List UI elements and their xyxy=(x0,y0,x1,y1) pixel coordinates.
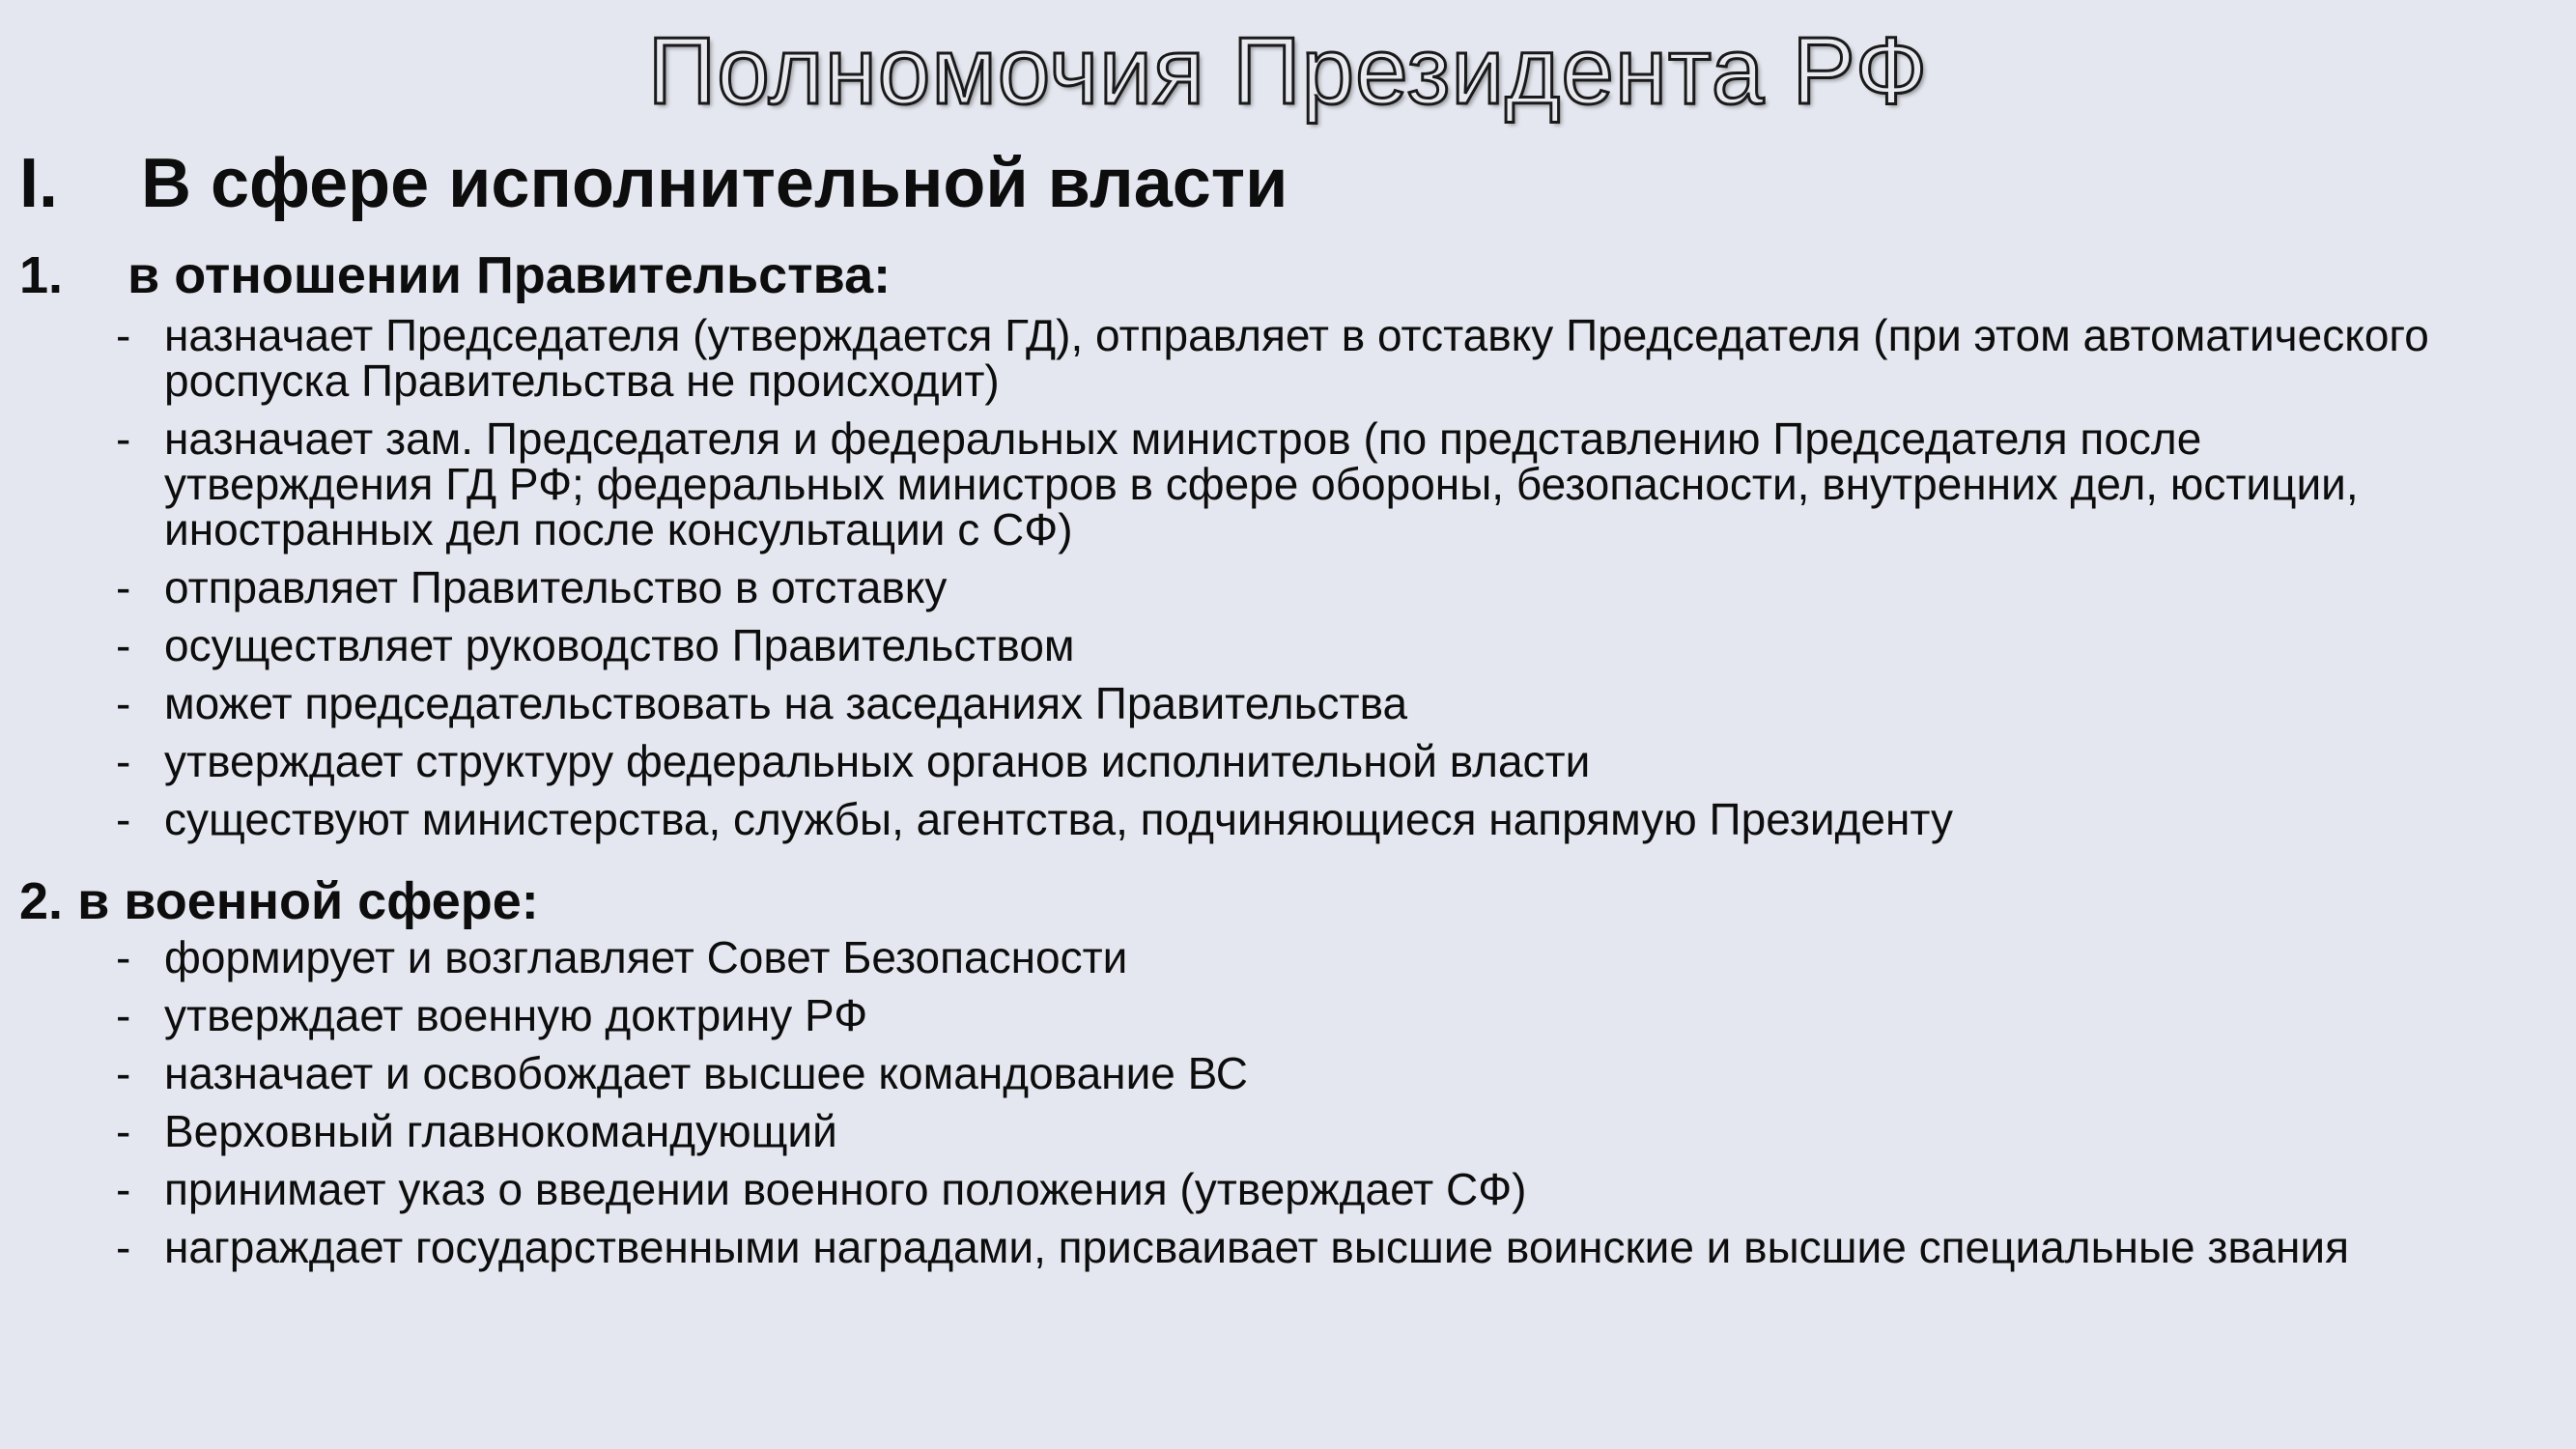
list-item xyxy=(116,932,2473,982)
bullet-dash: - xyxy=(116,990,131,1040)
bullet-dash: - xyxy=(116,620,131,670)
list-item xyxy=(116,562,2473,612)
list-item xyxy=(116,1222,2473,1272)
bullet-dash: - xyxy=(116,932,131,982)
list-item xyxy=(116,1048,2473,1098)
list-item xyxy=(116,794,2473,844)
bullet-dash: - xyxy=(116,736,131,786)
military-powers-list xyxy=(116,932,2473,1283)
subsection-heading-government xyxy=(19,243,891,307)
page-title: Полномочия Президента РФ xyxy=(647,17,1929,124)
bullet-dash: - xyxy=(116,794,131,844)
list-item-text: формирует и возглавляет Совет Безопасности xyxy=(164,932,1128,982)
bullet-dash: - xyxy=(116,310,131,360)
subsection-heading-military xyxy=(19,869,539,933)
subsection-number: 1. xyxy=(19,246,64,304)
list-item-text: Верховный главнокомандующий xyxy=(164,1106,837,1156)
list-item xyxy=(116,1164,2473,1214)
subsection-label: в военной сфере: xyxy=(77,872,539,930)
subsection-number: 2. xyxy=(19,872,64,930)
bullet-dash: - xyxy=(116,562,131,612)
bullet-dash: - xyxy=(116,1106,131,1156)
list-item xyxy=(116,1106,2473,1156)
section-heading xyxy=(19,137,1288,230)
list-item-text: назначает Председателя (утверждается ГД), отправляет в отставку Председателя (при этом автоматического роспуска Правительства не происходит) xyxy=(164,310,2429,406)
bullet-dash: - xyxy=(116,1048,131,1098)
bullet-dash: - xyxy=(116,678,131,728)
list-item-text: награждает государственными наградами, присваивает высшие воинские и высшие специальные звания xyxy=(164,1222,2349,1272)
list-item-text: существуют министерства, службы, агентства, подчиняющиеся напрямую Президенту xyxy=(164,794,1953,844)
list-item xyxy=(116,413,2473,554)
list-item-text: принимает указ о введении военного положения (утверждает СФ) xyxy=(164,1164,1527,1214)
section-number: I. xyxy=(19,145,59,222)
list-item-text: утверждает структуру федеральных органов исполнительной власти xyxy=(164,736,1591,786)
government-powers-list xyxy=(116,310,2473,855)
bullet-dash: - xyxy=(116,413,131,464)
list-item-text: утверждает военную доктрину РФ xyxy=(164,990,868,1040)
list-item-text: назначает и освобождает высшее командование ВС xyxy=(164,1048,1249,1098)
subsection-label: в отношении Правительства: xyxy=(127,246,892,304)
list-item-text: осуществляет руководство Правительством xyxy=(164,620,1075,670)
list-item-text: может председательствовать на заседаниях Правительства xyxy=(164,678,1408,728)
list-item-text: назначает зам. Председателя и федеральных министров (по представлению Председателя после утверждения ГД РФ; федеральных министров в сфере обороны, безопасности, внутренних дел, юстиции, иностранных дел после консультации с СФ) xyxy=(164,413,2359,554)
list-item xyxy=(116,620,2473,670)
list-item xyxy=(116,990,2473,1040)
list-item-text: отправляет Правительство в отставку xyxy=(164,562,948,612)
list-item xyxy=(116,736,2473,786)
list-item xyxy=(116,678,2473,728)
bullet-dash: - xyxy=(116,1222,131,1272)
bullet-dash: - xyxy=(116,1164,131,1214)
section-label: В сфере исполнительной власти xyxy=(141,145,1288,222)
list-item xyxy=(116,310,2473,406)
